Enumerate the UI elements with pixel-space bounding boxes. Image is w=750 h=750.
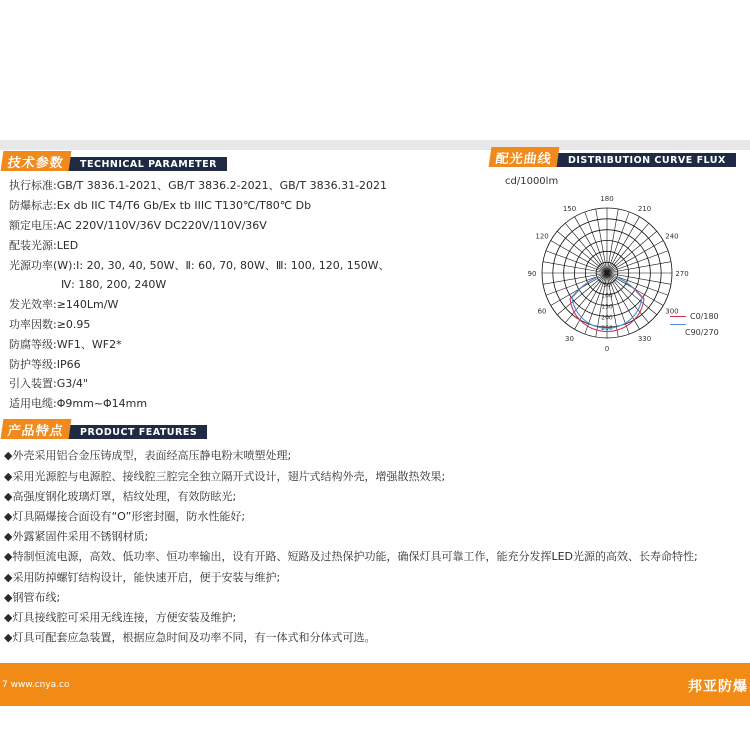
- param-voltage: 额定电压:AC 220V/110V/36V DC220V/110V/36V: [9, 219, 267, 232]
- param-protection: 防护等级:IP66: [9, 358, 81, 371]
- polar-angle-label: 270: [675, 270, 689, 278]
- footer-band: [0, 663, 750, 706]
- feature-item: ◆灯具接线腔可采用无线连接，方便安装及维护;: [4, 611, 237, 624]
- param-entry: 引入装置:G3/4": [9, 377, 88, 390]
- polar-ring-label: 0: [605, 271, 609, 278]
- features-title-en: PRODUCT FEATURES: [68, 425, 207, 439]
- legend-c0-line: [670, 316, 686, 317]
- feature-item: ◆外壳采用铝合金压铸成型，表面经高压静电粉末喷塑处理;: [4, 449, 292, 462]
- polar-ring-label: 250: [601, 325, 613, 333]
- param-power: 光源功率(W):Ⅰ: 20, 30, 40, 50W、Ⅱ: 60, 70, 80W、Ⅲ: 100, 120, 150W、: [9, 259, 390, 272]
- param-power-factor: 功率因数:≥0.95: [9, 318, 91, 331]
- param-light-source: 配装光源:LED: [9, 239, 79, 252]
- polar-ring-label: 200: [601, 314, 613, 322]
- param-anticorrosion: 防腐等级:WF1、WF2*: [9, 338, 122, 351]
- feature-item: ◆钢管布线;: [4, 591, 61, 604]
- feature-item: ◆高强度钢化玻璃灯罩，桔纹处理，有效防眩光;: [4, 490, 237, 503]
- param-cable: 适用电缆:Φ9mm~Φ14mm: [9, 397, 148, 410]
- polar-ring-label: 50: [603, 281, 611, 289]
- polar-angle-label: 60: [537, 307, 547, 316]
- tech-title-cn: 技术参数: [1, 151, 72, 171]
- feature-item: ◆外露紧固件采用不锈钢材质;: [4, 530, 149, 543]
- polar-angle-label: 240: [665, 232, 679, 241]
- curve-header: [490, 146, 736, 168]
- curve-title-en: DISTRIBUTION CURVE FLUX: [556, 153, 736, 167]
- polar-angle-label: 300: [665, 307, 679, 316]
- feature-item: ◆特制恒流电源，高效、低功率、恒功率输出，设有开路、短路及过热保护功能，确保灯具可靠工作，能充分发挥LED光源的高效、长寿命特性;: [4, 550, 698, 563]
- footer-brand: 邦亚防爆: [688, 679, 748, 695]
- polar-angle-label: 150: [562, 205, 577, 214]
- polar-ring-label: 100: [601, 292, 613, 300]
- feature-item: ◆灯具可配套应急装置，根据应急时间及功率不同，有一体式和分体式可选。: [4, 631, 376, 644]
- footer-website: 7 www.cnya.co: [2, 680, 70, 690]
- tech-title-en: TECHNICAL PARAMETER: [68, 157, 227, 171]
- param-explosion-mark: 防爆标志:Ex db IIC T4/T6 Gb/Ex tb IIIC T130℃/T80℃ Db: [9, 199, 312, 212]
- curve-unit-label: cd/1000lm: [505, 176, 559, 187]
- feature-item: ◆采用光源腔与电源腔、接线腔三腔完全独立隔开式设计，翅片式结构外壳，增强散热效果;: [4, 470, 446, 483]
- tech-parameter-header: [2, 150, 227, 172]
- polar-ring-label: 150: [601, 303, 613, 311]
- legend-c90-label: C90/270: [685, 328, 719, 337]
- features-header: [2, 418, 207, 440]
- features-title-cn: 产品特点: [1, 419, 72, 439]
- polar-angle-label: 330: [637, 334, 652, 343]
- legend-c0-label: C0/180: [690, 312, 719, 321]
- param-standard: 执行标准:GB/T 3836.1-2021、GB/T 3836.2-2021、GB/T 3836.31-2021: [9, 179, 388, 192]
- feature-item: ◆采用防掉螺钉结构设计，能快速开启，便于安装与维护;: [4, 571, 281, 584]
- polar-angle-label: 120: [535, 232, 549, 241]
- param-efficiency: 发光效率:≥140Lm/W: [9, 298, 119, 311]
- curve-title-cn: 配光曲线: [489, 147, 560, 167]
- polar-angle-label: 30: [565, 334, 574, 343]
- polar-angle-label: 210: [637, 205, 652, 214]
- polar-angle-label: 0: [604, 345, 610, 353]
- legend-c90-270: [685, 328, 719, 337]
- polar-angle-label: 180: [600, 195, 614, 203]
- feature-item: ◆灯具隔爆接合面设有“O”形密封圈，防水性能好;: [4, 510, 246, 523]
- param-power-cont: Ⅳ: 180, 200, 240W: [61, 278, 167, 291]
- legend-c0-180: [690, 312, 719, 321]
- legend-c90-line: [670, 324, 686, 325]
- polar-angle-label: 90: [527, 270, 537, 278]
- polar-distribution-chart: [510, 190, 710, 360]
